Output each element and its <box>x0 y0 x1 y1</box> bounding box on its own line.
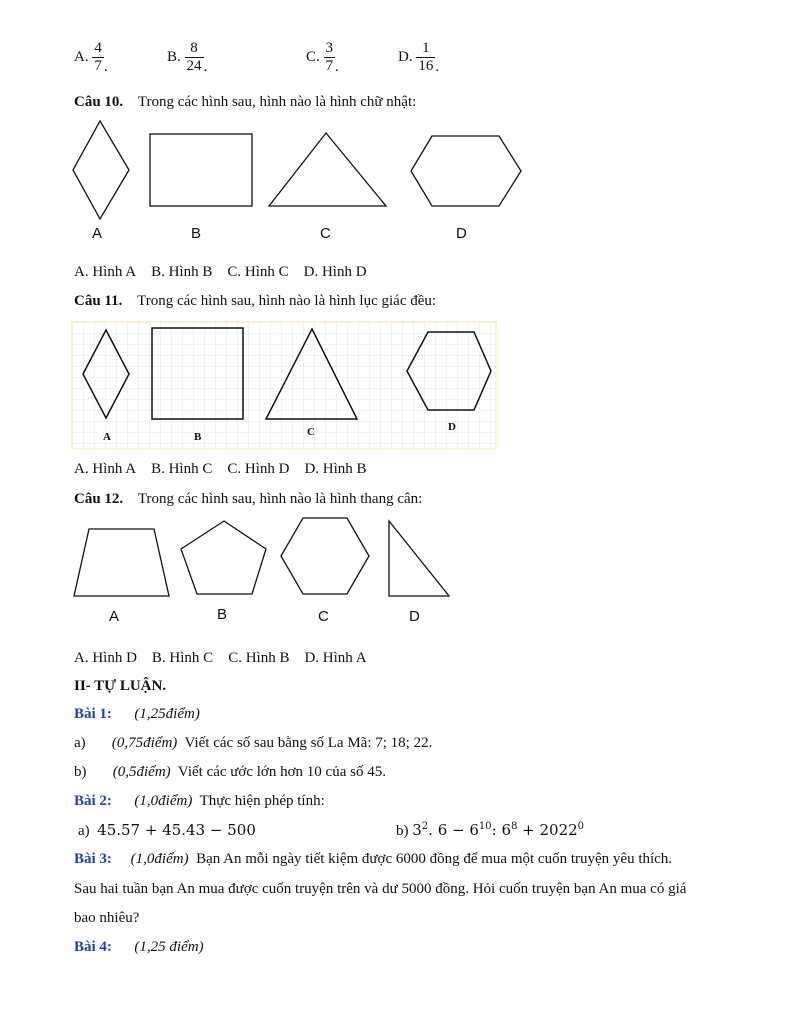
q10-label-d: D <box>456 225 467 242</box>
q11-label-d: D <box>448 421 456 433</box>
q9-option-c: C. $\frac{3}{7}$ . <box>306 40 339 75</box>
fraction: $\frac{3}{7}$ <box>325 40 334 75</box>
q10-label-a: A <box>92 225 103 242</box>
q12-label-a: A <box>109 608 120 625</box>
q12-question: Câu 12. Trong các hình sau, hình nào là hình thang cân: <box>74 491 423 507</box>
q12-label-b: B <box>217 606 228 623</box>
q11-question: Câu 11. Trong các hình sau, hình nào là hình lục giác đều: <box>74 293 437 309</box>
fraction: $\frac{4}{7}$ <box>94 40 102 75</box>
bai2-part-b: b) $3^2$. $6 - 6^{10}$: $6^8 + 2022^0$ <box>396 821 585 839</box>
fraction: $\frac{8}{24}$ <box>186 40 202 75</box>
q12-answers: A. Hình D B. Hình C C. Hình B D. Hình A <box>74 650 367 666</box>
section-title: II- TỰ LUẬN. <box>74 678 167 694</box>
q11-label-a: A <box>103 431 111 443</box>
bai1-part-a: a) (0,75điểm) Viết các số sau bằng số La Mã: 7; 18; 22. <box>74 735 433 751</box>
bai1-heading: Bài 1: (1,25điểm) <box>74 706 200 722</box>
q12-label-c: C <box>318 608 329 625</box>
q9-option-a: A. $\frac{4}{7}$ . <box>74 40 108 75</box>
bai2-part-a: a) 45.57 + 45.43 − 500 <box>78 821 256 839</box>
q9-option-b: B. $\frac{8}{24}$ . <box>167 40 208 75</box>
bai3-line3: bao nhiêu? <box>74 910 140 926</box>
q10-label-c: C <box>320 225 331 242</box>
bai1-part-b: b) (0,5điểm) Viết các ước lớn hơn 10 của số 45. <box>74 764 386 780</box>
q12-label-d: D <box>409 608 420 625</box>
q12-shape-pentagon <box>181 521 266 594</box>
bai3-line2: Sau hai tuần bạn An mua được cuốn truyện trên và dư 5000 đồng. Hỏi cuốn truyện bạn An mua có giá <box>74 881 687 897</box>
q12-shape-right-triangle <box>389 521 449 596</box>
q9-option-d: D. $\frac{1}{16}$ . <box>398 40 440 75</box>
q10-question: Câu 10. Trong các hình sau, hình nào là hình chữ nhật: <box>74 94 417 110</box>
q11-label-c: C <box>307 426 315 438</box>
bai4-heading: Bài 4: (1,25 điểm) <box>74 939 204 955</box>
q12-shape-trapezoid <box>74 529 169 596</box>
bai2-heading: Bài 2: (1,0điểm) Thực hiện phép tính: <box>74 793 325 809</box>
q11-answers: A. Hình A B. Hình C C. Hình D D. Hình B <box>74 461 367 477</box>
fraction: $\frac{1}{16}$ <box>418 40 434 75</box>
q11-label-b: B <box>194 431 202 443</box>
q10-label-b: B <box>191 225 202 242</box>
bai3-line1: Bài 3: (1,0điểm) Bạn An mỗi ngày tiết kiệm được 6000 đồng để mua một cuốn truyện yêu thích. <box>74 851 673 867</box>
q10-answers: A. Hình A B. Hình B C. Hình C D. Hình D <box>74 264 367 280</box>
q12-shape-hexagon <box>281 518 369 594</box>
